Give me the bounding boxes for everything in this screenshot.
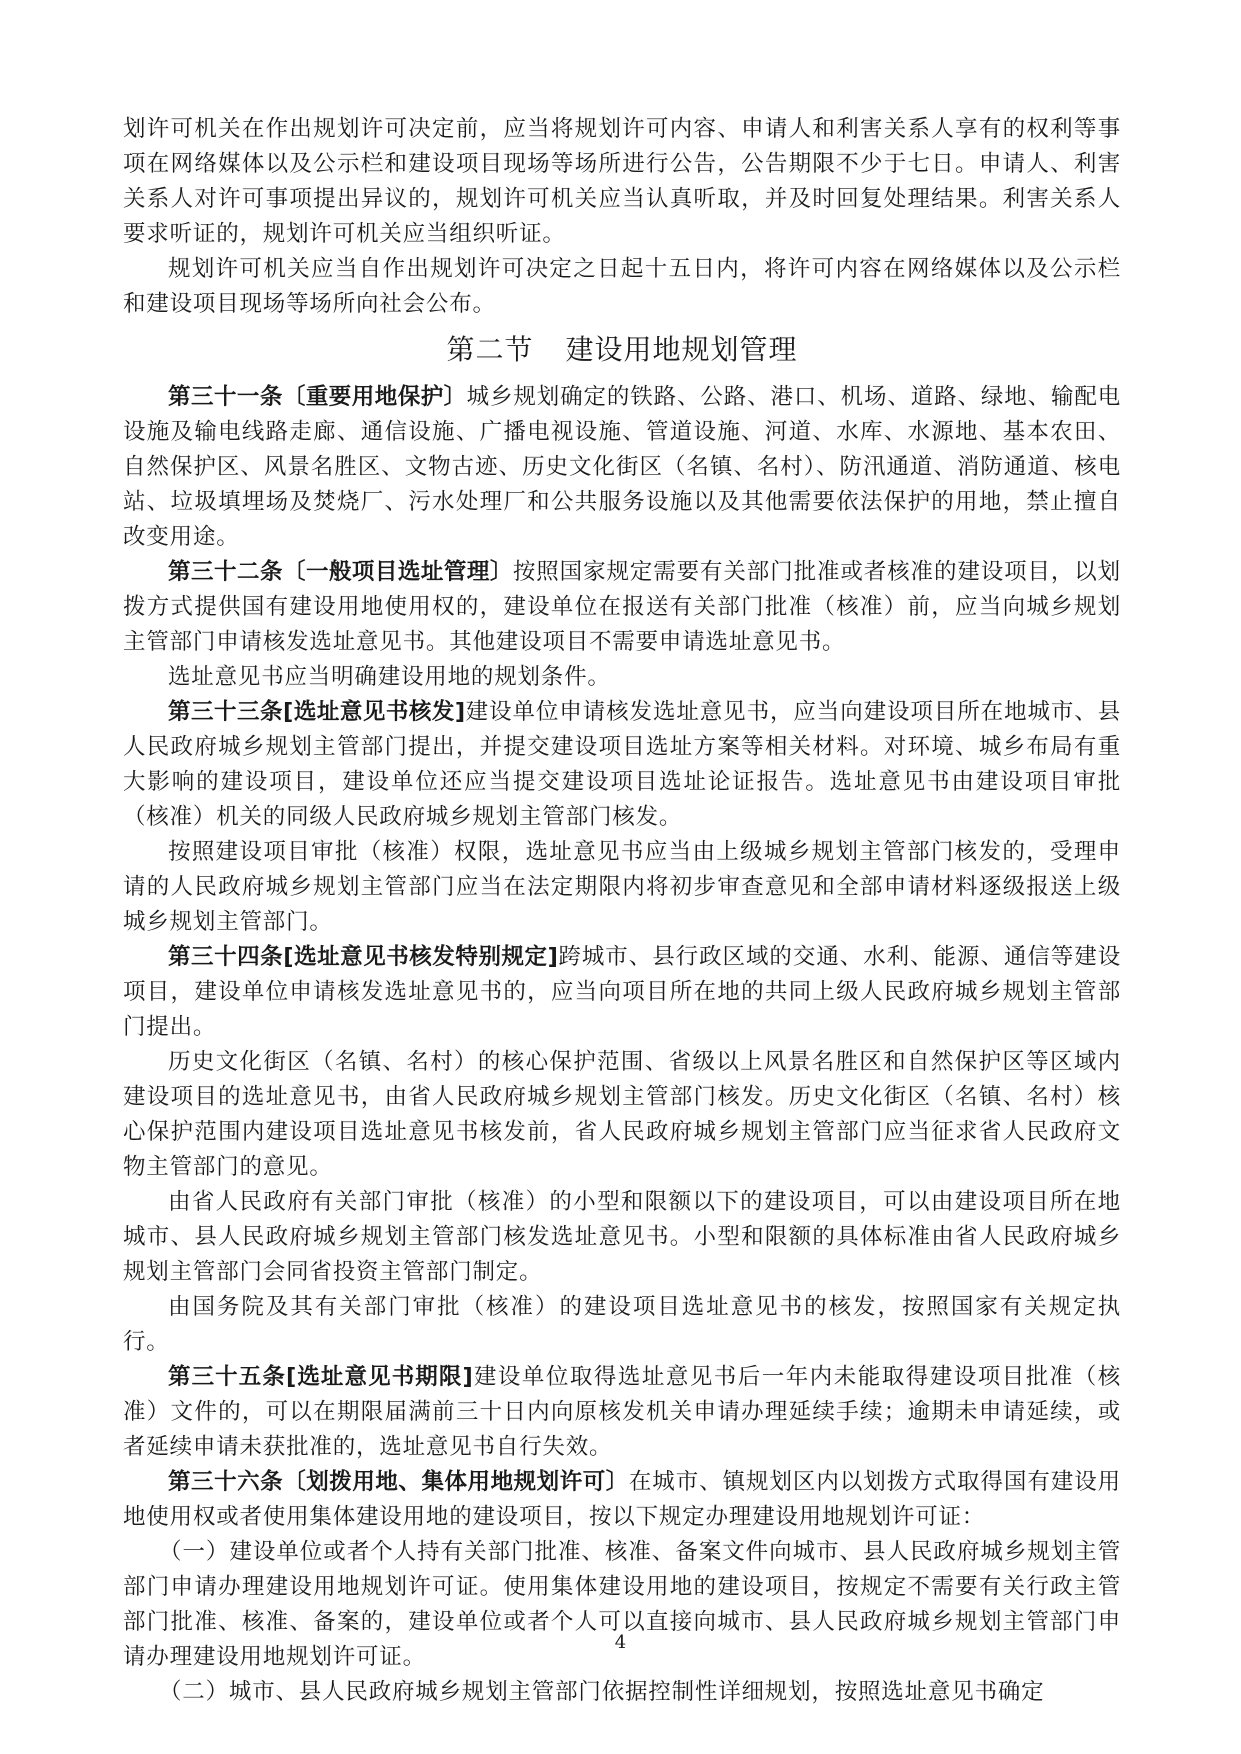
article-text: 跨城市、县行政区域的交通、水利、能源、通信等建设项目，建设单位申请核发选址意见书的，应当向项目所在地的共同上级人民政府城乡规划主管部门提出。 — [123, 944, 1121, 1040]
sub-item: （二）城市、县人民政府城乡规划主管部门依据控制性详细规划，按照选址意见书确定 — [159, 1679, 1045, 1705]
article-heading: 第三十四条[选址意见书核发特别规定] — [168, 944, 559, 970]
article-heading: 第三十三条[选址意见书核发] — [168, 699, 466, 725]
article-32 — [123, 555, 1121, 660]
article-heading: 第三十五条[选址意见书期限] — [168, 1364, 474, 1390]
article-text: 建设单位申请核发选址意见书，应当向建设项目所在地城市、县人民政府城乡规划主管部门提出，并提交建设项目选址方案等相关材料。对环境、城乡布局有重大影响的建设项目，建设单位还应当提交建设项目选址论证报告。选址意见书由建设项目审批（核准）机关的同级人民政府城乡规划主管部门核发。 — [123, 699, 1121, 830]
paragraph: 规划许可机关应当自作出规划许可决定之日起十五日内，将许可内容在网络媒体以及公示栏和建设项目现场等场所向社会公布。 — [123, 256, 1121, 317]
article-text: 建设单位取得选址意见书后一年内未能取得建设项目批准（核准）文件的，可以在期限届满前三十日内向原核发机关申请办理延续手续；逾期未申请延续，或者延续申请未获批准的，选址意见书自行失效。 — [123, 1364, 1121, 1460]
paragraph-continued: 划许可机关在作出规划许可决定前，应当将规划许可内容、申请人和利害关系人享有的权利等事项在网络媒体以及公示栏和建设项目现场等场所进行公告，公告期限不少于七日。申请人、利害关系人对许可事项提出异议的，规划许可机关应当认真听取，并及时回复处理结果。利害关系人要求听证的，规划许可机关应当组织听证。 — [123, 116, 1121, 247]
article-paragraph: 选址意见书应当明确建设用地的规划条件。 — [168, 664, 611, 690]
section-number: 第二节 — [446, 333, 534, 366]
sub-item: （一）建设单位或者个人持有关部门批准、核准、备案文件向城市、县人民政府城乡规划主管部门申请办理建设用地规划许可证。使用集体建设用地的建设项目，按规定不需要有关行政主管部门批准、核准、备案的，建设单位或者个人可以直接向城市、县人民政府城乡规划主管部门申请办理建设用地规划许可证。 — [123, 1539, 1121, 1670]
article-35 — [123, 1360, 1121, 1465]
document-body — [123, 112, 1121, 1710]
article-paragraph: 历史文化街区（名镇、名村）的核心保护范围、省级以上风景名胜区和自然保护区等区域内建设项目的选址意见书，由省人民政府城乡规划主管部门核发。历史文化街区（名镇、名村）核心保护范围内建设项目选址意见书核发前，省人民政府城乡规划主管部门应当征求省人民政府文物主管部门的意见。 — [123, 1049, 1121, 1180]
article-33 — [123, 695, 1121, 835]
section-name: 建设用地规划管理 — [565, 333, 798, 366]
article-36 — [123, 1465, 1121, 1535]
article-34 — [123, 940, 1121, 1045]
article-heading: 第三十六条〔划拨用地、集体用地规划许可〕 — [168, 1469, 629, 1495]
article-text: 按照国家规定需要有关部门批准或者核准的建设项目，以划拨方式提供国有建设用地使用权的，建设单位在报送有关部门批准（核准）前，应当向城乡规划主管部门申请核发选址意见书。其他建设项目不需要申请选址意见书。 — [123, 559, 1121, 655]
article-paragraph: 按照建设项目审批（核准）权限，选址意见书应当由上级城乡规划主管部门核发的，受理申请的人民政府城乡规划主管部门应当在法定期限内将初步审查意见和全部申请材料逐级报送上级城乡规划主管部门。 — [123, 839, 1121, 935]
article-text: 城乡规划确定的铁路、公路、港口、机场、道路、绿地、输配电设施及输电线路走廊、通信设施、广播电视设施、管道设施、河道、水库、水源地、基本农田、自然保护区、风景名胜区、文物古迹、历史文化街区（名镇、名村）、防汛通道、消防通道、核电站、垃圾填埋场及焚烧厂、污水处理厂和公共服务设施以及其他需要依法保护的用地，禁止擅自改变用途。 — [123, 384, 1121, 550]
article-heading: 第三十二条〔一般项目选址管理〕 — [168, 559, 513, 585]
article-text: 在城市、镇规划区内以划拨方式取得国有建设用地使用权或者使用集体建设用地的建设项目，按以下规定办理建设用地规划许可证： — [123, 1469, 1121, 1530]
article-31 — [123, 380, 1121, 555]
article-paragraph: 由省人民政府有关部门审批（核准）的小型和限额以下的建设项目，可以由建设项目所在地城市、县人民政府城乡规划主管部门核发选址意见书。小型和限额的具体标准由省人民政府城乡规划主管部门会同省投资主管部门制定。 — [123, 1189, 1121, 1285]
section-heading — [123, 328, 1121, 372]
page-number: 4 — [614, 1632, 627, 1653]
article-heading: 第三十一条〔重要用地保护〕 — [168, 384, 467, 410]
article-paragraph: 由国务院及其有关部门审批（核准）的建设项目选址意见书的核发，按照国家有关规定执行。 — [123, 1294, 1121, 1355]
